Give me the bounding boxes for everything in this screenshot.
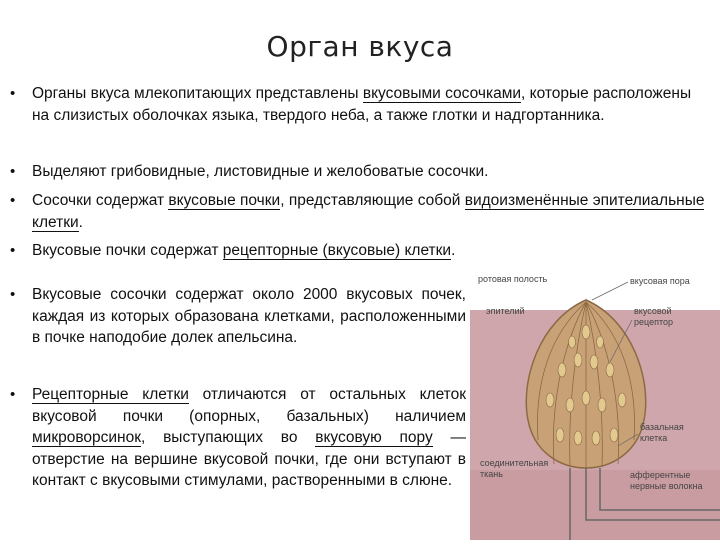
label-receptor-2: рецептор xyxy=(634,317,673,327)
label-connective-1: соединительная xyxy=(480,458,549,468)
bullet-glyph: • xyxy=(10,242,16,259)
label-receptor-1: вкусовой xyxy=(634,306,672,316)
label-epithelium: эпителий xyxy=(486,306,525,316)
bullet-text: Выделяют грибовидные, листовидные и желобоватые сосочки. xyxy=(32,163,489,180)
bullet-text: Рецепторные клетки отличаются от остальных клеток вкусовой почки (опорных, базальных) наличием микроворсинок, выступающих во вкусовую пору — отверстие на вершине вкусовой почки, где они вступают в контакт с вкусовыми стимулами, растворенными в слюне. xyxy=(32,386,467,489)
label-taste-pore: вкусовая пора xyxy=(630,276,690,286)
label-oral-cavity: ротовая полость xyxy=(478,274,548,284)
label-basal-2: клетка xyxy=(640,433,668,443)
bullet-text: Вкусовые сосочки содержат около 2000 вкусовых почек, каждая из которых образована клетками, расположенными в почке наподобие долек апельсина. xyxy=(32,286,466,346)
bullet-text: Вкусовые почки содержат рецепторные (вкусовые) клетки. xyxy=(32,242,456,259)
highlight-term: рецепторные (вкусовые) клетки xyxy=(222,242,452,259)
label-afferent-2: нервные волокна xyxy=(630,481,703,491)
label-basal-1: базальная xyxy=(640,422,684,432)
highlight-term: вкусовые почки xyxy=(168,192,281,209)
label-connective-2: ткань xyxy=(480,469,503,479)
bullet-glyph: • xyxy=(10,192,16,209)
highlight-term: Рецепторные клетки xyxy=(32,386,189,403)
highlight-term: вкусовую пору xyxy=(315,429,433,446)
label-afferent-1: афферентные xyxy=(630,470,691,480)
taste-bud-diagram xyxy=(470,270,720,540)
highlight-term: вкусовыми сосочками xyxy=(362,85,522,102)
bullet-text: Сосочки содержат вкусовые почки, представляющие собой видоизменённые эпителиальные клетки. xyxy=(32,192,705,231)
highlight-term: видоизменённые эпителиальные клетки xyxy=(32,192,705,231)
bullet-glyph: • xyxy=(10,286,16,303)
slide-title: Орган вкуса xyxy=(266,30,454,63)
taste-bud-illustration xyxy=(470,270,720,540)
bullet-text: Органы вкуса млекопитающих представлены вкусовыми сосочками, которые расположены на слизистых оболочках языка, твердого неба, а также глотки и надгортанника. xyxy=(32,85,692,124)
highlight-term: микроворсинок xyxy=(32,429,142,446)
bullet-glyph: • xyxy=(10,85,16,102)
bullet-glyph: • xyxy=(10,386,16,403)
bullet-glyph: • xyxy=(10,163,16,180)
